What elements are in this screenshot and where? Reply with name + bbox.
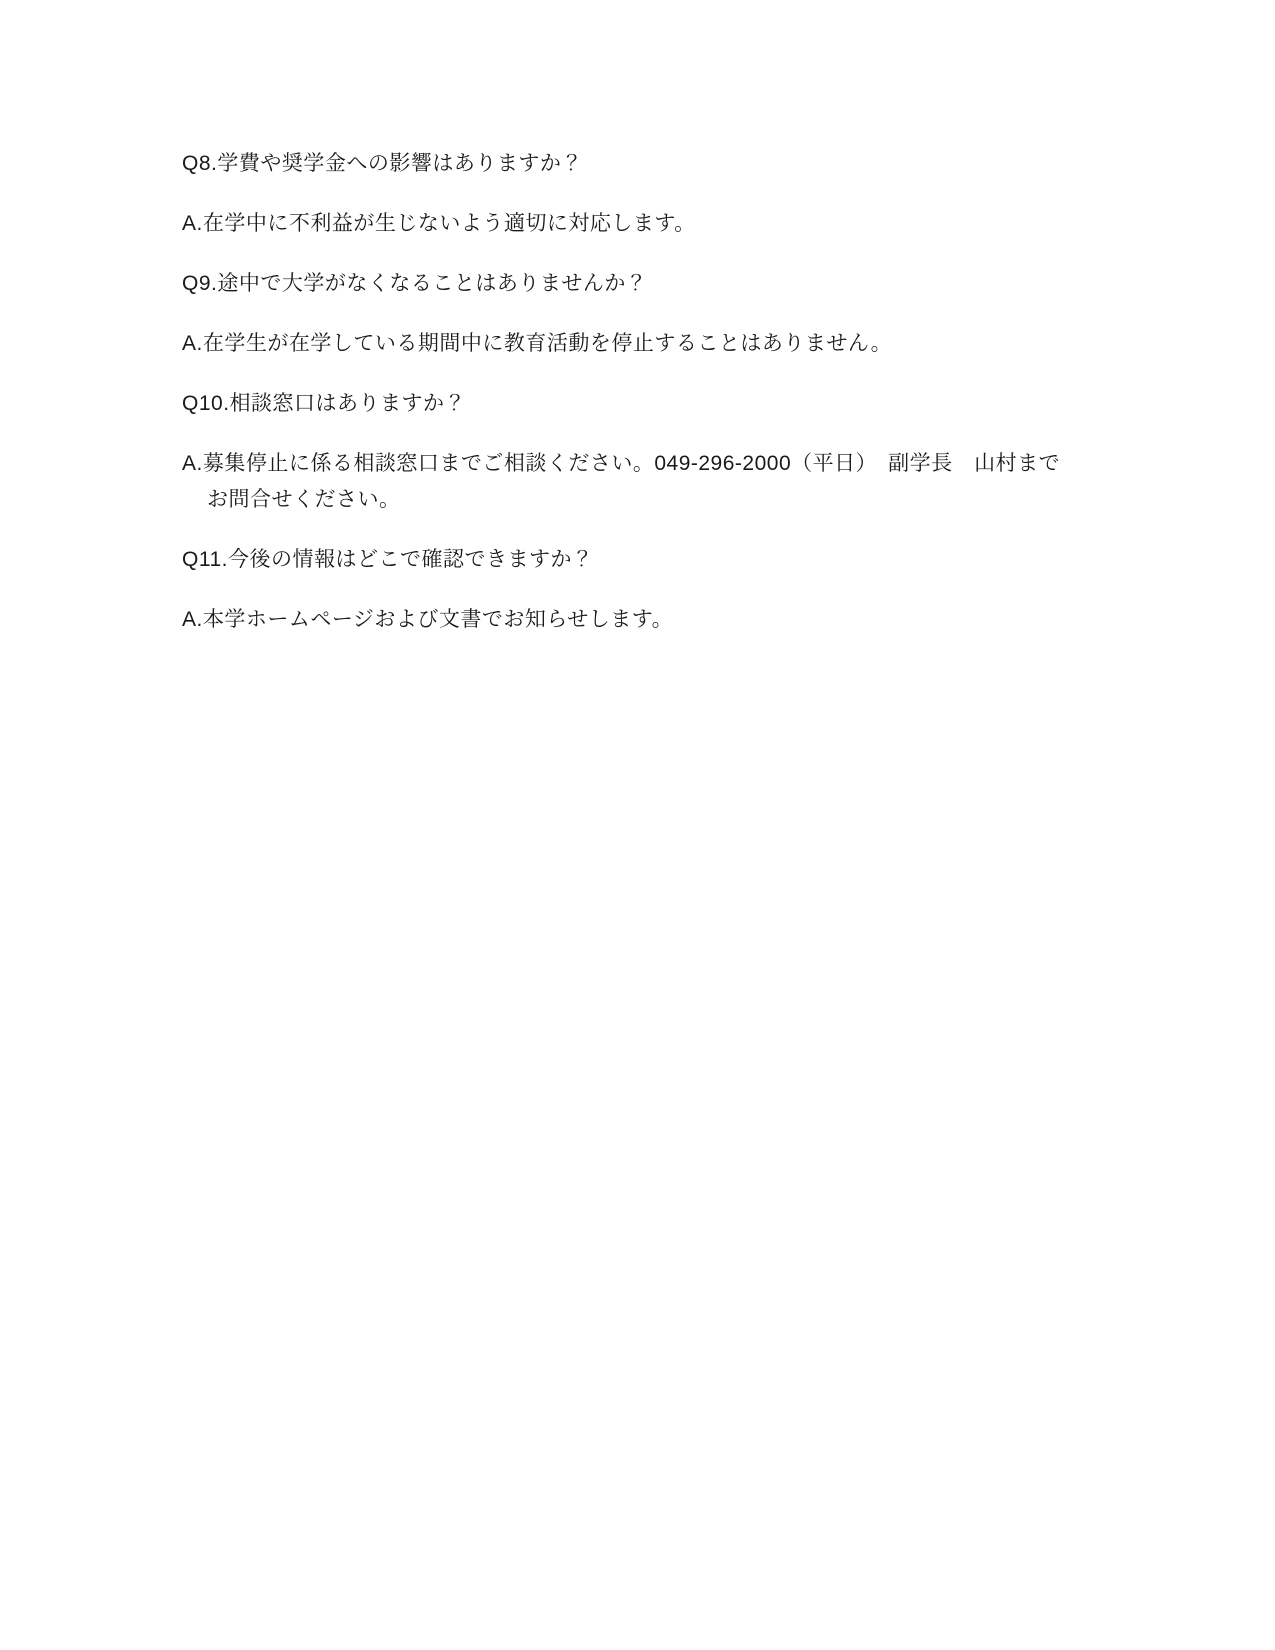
question-q8: Q8.学費や奨学金への影響はありますか？	[182, 152, 583, 175]
faq-content	[182, 146, 1092, 662]
question-q10: Q10.相談窓口はありますか？	[182, 392, 467, 415]
question-q9: Q9.途中で大学がなくなることはありませんか？	[182, 272, 648, 295]
answer-a10-line1: A.募集停止に係る相談窓口までご相談ください。049-296-2000（平日） 副学長 山村まで	[182, 452, 1061, 475]
answer-a8: A.在学中に不利益が生じないよう適切に対応します。	[182, 212, 696, 235]
answer-a9: A.在学生が在学している期間中に教育活動を停止することはありません。	[182, 332, 893, 355]
answer-a11: A.本学ホームページおよび文書でお知らせします。	[182, 608, 674, 631]
answer-a10	[182, 446, 1092, 518]
question-q11: Q11.今後の情報はどこで確認できますか？	[182, 548, 594, 571]
answer-a10-line2: お問合せください。	[207, 488, 401, 511]
